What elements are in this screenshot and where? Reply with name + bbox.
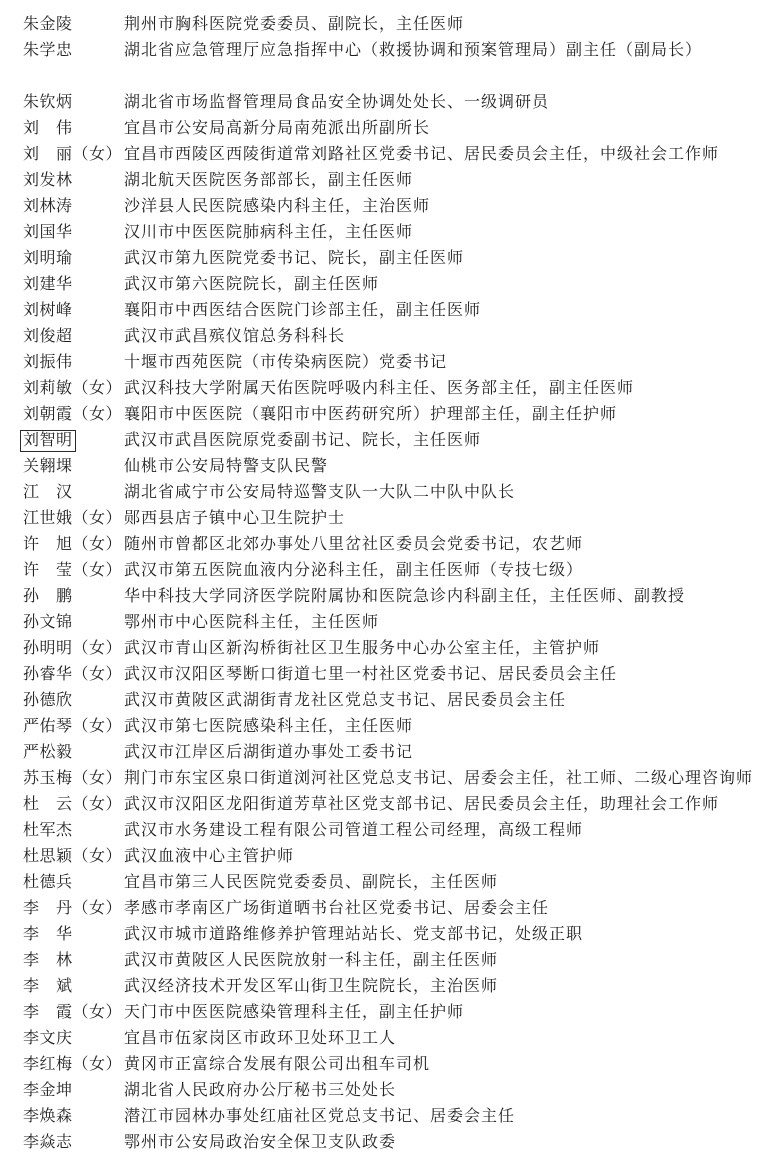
person-title: 湖北省咸宁市公安局特巡警支队一大队二中队中队长 (124, 484, 516, 501)
person-name: 江 汉 (23, 484, 73, 501)
person-title: 宜昌市西陵区西陵街道常刘路社区党委书记、居民委员会主任，中级社会工作师 (124, 146, 720, 163)
person-name: 刘林涛 (23, 198, 73, 215)
list-item (23, 532, 754, 558)
list-item (23, 714, 754, 740)
list-item (23, 142, 754, 168)
person-name: 苏玉梅（女） (23, 770, 123, 787)
list-item (23, 948, 754, 974)
list-item (23, 766, 754, 792)
person-name (23, 428, 124, 454)
list-item (23, 376, 754, 402)
person-title: 黄冈市正富综合发展有限公司出租车司机 (124, 1056, 431, 1073)
person-title: 武汉市黄陂区人民医院放射一科主任，副主任医师 (124, 952, 499, 969)
list-item (23, 974, 754, 1000)
list-item (23, 1026, 754, 1052)
person-title: 鄂州市公安局政治安全保卫支队政委 (124, 1134, 397, 1151)
person-title: 宜昌市第三人民医院党委委员、副院长，主任医师 (124, 874, 499, 891)
list-item (23, 1130, 754, 1156)
person-name: 严佑琴（女） (23, 718, 123, 735)
person-name: 李 华 (23, 926, 73, 943)
list-item (23, 350, 754, 376)
person-title: 湖北省人民政府办公厅秘书三处处长 (124, 1082, 397, 1099)
person-name: 李 林 (23, 952, 73, 969)
person-name: 刘振伟 (23, 354, 73, 371)
list-item (23, 792, 754, 818)
deceased-name-box: 刘智明 (20, 430, 76, 452)
list-item (23, 896, 754, 922)
person-title: 武汉市第五医院血液内分泌科主任，副主任医师（专技七级） (124, 562, 584, 579)
person-title: 郧西县店子镇中心卫生院护士 (124, 510, 346, 527)
list-item (23, 688, 754, 714)
person-name: 杜 云（女） (23, 796, 123, 813)
person-name: 孙睿华（女） (23, 666, 123, 683)
list-item (23, 246, 754, 272)
list-item (23, 168, 754, 194)
person-name: 严松毅 (23, 744, 73, 761)
person-name: 刘建华 (23, 276, 73, 293)
person-title: 汉川市中医医院肺病科主任，主任医师 (124, 224, 414, 241)
person-name: 孙明明（女） (23, 640, 123, 657)
list-item (23, 818, 754, 844)
person-name: 刘明瑜 (23, 250, 73, 267)
list-item (23, 1052, 754, 1078)
person-name: 朱学忠 (23, 42, 73, 59)
person-name: 孙文锦 (23, 614, 73, 631)
person-title: 武汉经济技术开发区军山街卫生院院长，主治医师 (124, 978, 499, 995)
person-title: 潜江市园林办事处红庙社区党总支书记、居委会主任 (124, 1108, 516, 1125)
list-item (23, 90, 754, 116)
person-title: 武汉市第九医院党委书记、院长，副主任医师 (124, 250, 465, 267)
person-name: 刘发林 (23, 172, 73, 189)
list-item (23, 506, 754, 532)
list-item (23, 116, 754, 142)
person-title: 武汉市城市道路维修养护管理站站长、党支部书记，处级正职 (124, 926, 584, 943)
person-title: 武汉市水务建设工程有限公司管道工程公司经理，高级工程师 (124, 822, 584, 839)
person-name: 杜思颖（女） (23, 848, 123, 865)
person-name: 关翱堁 (23, 458, 73, 475)
person-name: 李金坤 (23, 1082, 73, 1099)
person-name: 许 莹（女） (23, 562, 123, 579)
list-item (23, 194, 754, 220)
person-title: 武汉市第六医院院长，副主任医师 (124, 276, 380, 293)
person-name: 李红梅（女） (23, 1056, 123, 1073)
list-item (23, 480, 754, 506)
person-title: 华中科技大学同济医学院附属协和医院急诊内科副主任，主任医师、副教授 (124, 588, 686, 605)
person-title: 武汉市江岸区后湖街道办事处工委书记 (124, 744, 414, 761)
list-item (23, 402, 754, 428)
person-title: 荆门市东宝区泉口街道浏河社区党总支书记、居委会主任，社工师、二级心理咨询师 (124, 770, 754, 787)
person-title: 宜昌市公安局高新分局南苑派出所副所长 (124, 120, 431, 137)
person-name: 刘俊超 (23, 328, 73, 345)
person-title: 武汉血液中心主管护师 (124, 848, 295, 865)
person-title: 孝感市孝南区广场街道晒书台社区党委书记、居委会主任 (124, 900, 550, 917)
list-item (23, 1000, 754, 1026)
person-name: 朱金陵 (23, 16, 73, 33)
person-name: 刘树峰 (23, 302, 73, 319)
person-title: 十堰市西苑医院（市传染病医院）党委书记 (124, 354, 448, 371)
list-item (23, 1078, 754, 1104)
person-title: 随州市曾都区北郊办事处八里岔社区委员会党委书记，农艺师 (124, 536, 584, 553)
list-item (23, 220, 754, 246)
person-name: 刘国华 (23, 224, 73, 241)
person-title: 武汉市青山区新沟桥街社区卫生服务中心办公室主任，主管护师 (124, 640, 601, 657)
person-name: 朱钦炳 (23, 94, 73, 111)
person-title: 襄阳市中西医结合医院门诊部主任，副主任医师 (124, 302, 482, 319)
person-name: 李 丹（女） (23, 900, 123, 917)
list-item (23, 272, 754, 298)
list-item (23, 636, 754, 662)
person-title: 襄阳市中医医院（襄阳市中医药研究所）护理部主任，副主任护师 (124, 406, 618, 423)
person-name: 刘莉敏（女） (23, 380, 123, 397)
list-item (23, 12, 754, 38)
list-item (23, 870, 754, 896)
person-title: 武汉科技大学附属天佑医院呼吸内科主任、医务部主任，副主任医师 (124, 380, 635, 397)
person-name: 刘 伟 (23, 120, 73, 137)
person-name: 杜军杰 (23, 822, 73, 839)
list-item (23, 1104, 754, 1130)
person-name: 李焕森 (23, 1108, 73, 1125)
person-title: 武汉市汉阳区琴断口街道七里一村社区党委书记、居民委员会主任 (124, 666, 618, 683)
person-name: 江世娥（女） (23, 510, 123, 527)
person-title: 沙洋县人民医院感染内科主任，主治医师 (124, 198, 431, 215)
commendation-list (23, 12, 754, 1156)
person-title: 湖北航天医院医务部部长，副主任医师 (124, 172, 414, 189)
person-title: 宜昌市伍家岗区市政环卫处环卫工人 (124, 1030, 397, 1047)
person-name: 杜德兵 (23, 874, 73, 891)
list-item (23, 740, 754, 766)
person-name: 李 斌 (23, 978, 73, 995)
list-item (23, 610, 754, 636)
person-title: 荆州市胸科医院党委委员、副院长，主任医师 (124, 16, 465, 33)
list-item (23, 38, 754, 64)
list-item (23, 584, 754, 610)
list-item (23, 844, 754, 870)
person-title: 湖北省应急管理厅应急指挥中心（救援协调和预案管理局）副主任（副局长） (124, 42, 703, 59)
person-name: 刘 丽（女） (23, 146, 123, 163)
list-item (23, 298, 754, 324)
person-name: 李焱志 (23, 1134, 73, 1151)
person-title: 武汉市武昌殡仪馆总务科科长 (124, 328, 346, 345)
person-title: 湖北省市场监督管理局食品安全协调处处长、一级调研员 (124, 94, 550, 111)
person-title: 武汉市武昌医院原党委副书记、院长，主任医师 (124, 432, 482, 449)
list-item (23, 922, 754, 948)
person-title: 天门市中医医院感染管理科主任，副主任护师 (124, 1004, 465, 1021)
person-title: 武汉市黄陂区武湖街青龙社区党总支书记、居民委员会主任 (124, 692, 567, 709)
person-title: 鄂州市中心医院科主任，主任医师 (124, 614, 380, 631)
list-item (23, 558, 754, 584)
list-item (23, 428, 754, 454)
person-title: 仙桃市公安局特警支队民警 (124, 458, 329, 475)
person-name: 刘朝霞（女） (23, 406, 123, 423)
list-item (23, 662, 754, 688)
person-name: 孙德欣 (23, 692, 73, 709)
person-name: 许 旭（女） (23, 536, 123, 553)
person-name: 李文庆 (23, 1030, 73, 1047)
person-title: 武汉市汉阳区龙阳街道芳草社区党支部书记、居民委员会主任，助理社会工作师 (124, 796, 720, 813)
person-name: 孙 鹏 (23, 588, 73, 605)
person-title: 武汉市第七医院感染科主任，主任医师 (124, 718, 414, 735)
list-item (23, 454, 754, 480)
list-item (23, 324, 754, 350)
person-name: 李 霞（女） (23, 1004, 123, 1021)
